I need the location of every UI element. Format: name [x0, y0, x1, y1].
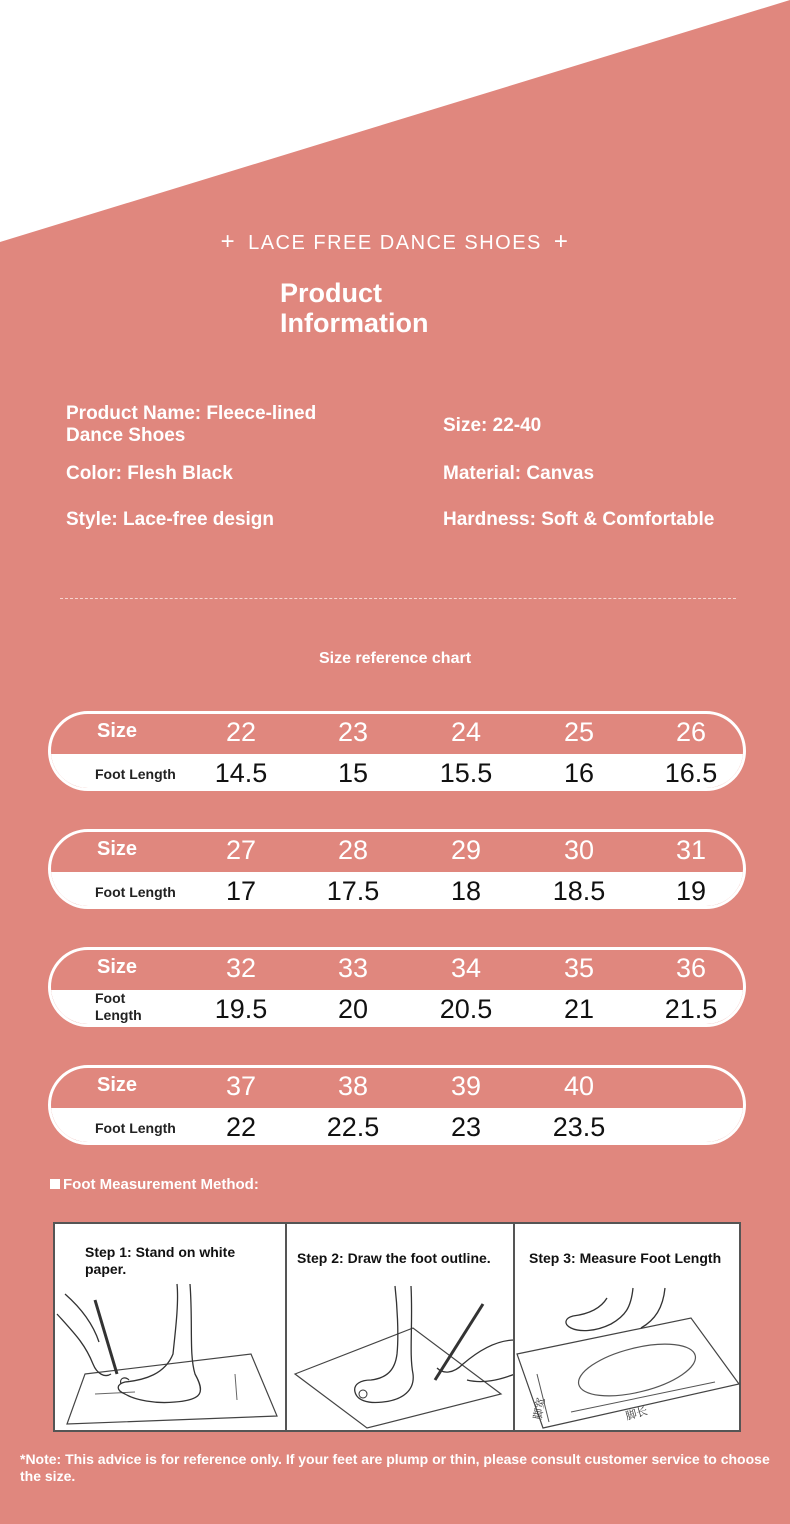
foot-length-value: 23	[450, 1112, 482, 1142]
plus-icon: +	[220, 228, 237, 255]
size-row	[51, 950, 743, 990]
size-value: 35	[563, 953, 595, 983]
size-row-label: Size	[97, 720, 138, 742]
info-material: Material: Canvas	[443, 463, 595, 484]
size-row	[51, 714, 743, 754]
foot-length-value: 22.5	[326, 1112, 380, 1142]
size-table-4	[48, 1065, 746, 1145]
foot-length-row-label: Foot Length	[95, 884, 176, 900]
foot-length-value: 19.5	[214, 994, 268, 1024]
foot-length-value: 17.5	[326, 876, 380, 906]
size-value: 24	[450, 717, 482, 747]
size-value: 30	[563, 835, 595, 865]
info-size: Size: 22-40	[443, 415, 542, 436]
divider	[60, 598, 736, 599]
tagline: + LACE FREE DANCE SHOES +	[220, 228, 570, 255]
size-row	[51, 1068, 743, 1108]
foot-length-row	[51, 990, 743, 1027]
foot-length-value: 22	[225, 1112, 257, 1142]
info-color: Color: Flesh Black	[66, 463, 233, 484]
size-row-label: Size	[97, 1074, 138, 1096]
size-table-1	[48, 711, 746, 791]
step-2-text: Step 2: Draw the foot outline.	[297, 1250, 491, 1266]
foot-length-value: 14.5	[214, 758, 268, 788]
foot-length-value: 16.5	[664, 758, 718, 788]
foot-length-row	[51, 872, 743, 909]
foot-length-value: 21.5	[664, 994, 718, 1024]
size-value: 33	[337, 953, 369, 983]
foot-length-label: 脚长	[624, 1404, 649, 1423]
plus-icon: +	[553, 228, 570, 255]
square-bullet-icon	[50, 1179, 60, 1189]
foot-length-value: 16	[563, 758, 595, 788]
foot-length-value: 18.5	[552, 876, 606, 906]
size-value: 27	[225, 835, 257, 865]
top-white-corner	[0, 0, 790, 245]
size-value: 25	[563, 717, 595, 747]
size-value: 22	[225, 717, 257, 747]
size-value: 26	[675, 717, 707, 747]
note: *Note: This advice is for reference only. If your feet are plump or thin, please consult customer service to choose the size.	[20, 1451, 770, 1484]
size-value: 39	[450, 1071, 482, 1101]
step-3-text: Step 3: Measure Foot Length	[529, 1250, 722, 1266]
foot-length-row-label: Foot Length	[95, 990, 142, 1023]
size-row-label: Size	[97, 956, 138, 978]
foot-length-value: 21	[563, 994, 595, 1024]
foot-length-value: 18	[450, 876, 482, 906]
size-row-label: Size	[97, 838, 138, 860]
size-value: 23	[337, 717, 369, 747]
foot-length-value: 20.5	[439, 994, 493, 1024]
foot-length-row-label: Foot Length	[95, 1120, 176, 1136]
foot-length-row-label: Foot Length	[95, 766, 176, 782]
foot-length-row	[51, 754, 743, 791]
size-row	[51, 832, 743, 872]
method-title: Foot Measurement Method:	[50, 1176, 259, 1193]
foot-length-value: 19	[675, 876, 707, 906]
size-value: 38	[337, 1071, 369, 1101]
size-table-3	[48, 947, 746, 1027]
page-title: Product Information	[280, 278, 429, 338]
step-1-panel	[55, 1224, 285, 1430]
size-value: 34	[450, 953, 482, 983]
step-3-panel	[513, 1224, 739, 1430]
size-value: 37	[225, 1071, 257, 1101]
size-value: 28	[337, 835, 369, 865]
size-value: 36	[675, 953, 707, 983]
foot-length-row	[51, 1108, 743, 1145]
foot-length-value: 15.5	[439, 758, 493, 788]
size-table-2	[48, 829, 746, 909]
foot-length-value: 20	[337, 994, 369, 1024]
size-value: 32	[225, 953, 257, 983]
foot-length-value: 15	[337, 758, 369, 788]
foot-width-label: 脚宽	[531, 1396, 548, 1421]
size-value: 40	[563, 1071, 595, 1101]
step-1-text: Step 1: Stand on white paper.	[85, 1244, 236, 1277]
info-product-name: Product Name: Fleece-lined Dance Shoes	[66, 403, 317, 446]
measurement-steps	[53, 1222, 741, 1432]
foot-length-value: 23.5	[552, 1112, 606, 1142]
chart-title: Size reference chart	[318, 650, 472, 667]
info-hardness: Hardness: Soft & Comfortable	[443, 509, 715, 530]
step-2-panel	[285, 1224, 513, 1430]
foot-length-value: 17	[225, 876, 257, 906]
info-style: Style: Lace-free design	[66, 509, 275, 530]
size-value: 29	[450, 835, 482, 865]
size-value: 31	[675, 835, 707, 865]
